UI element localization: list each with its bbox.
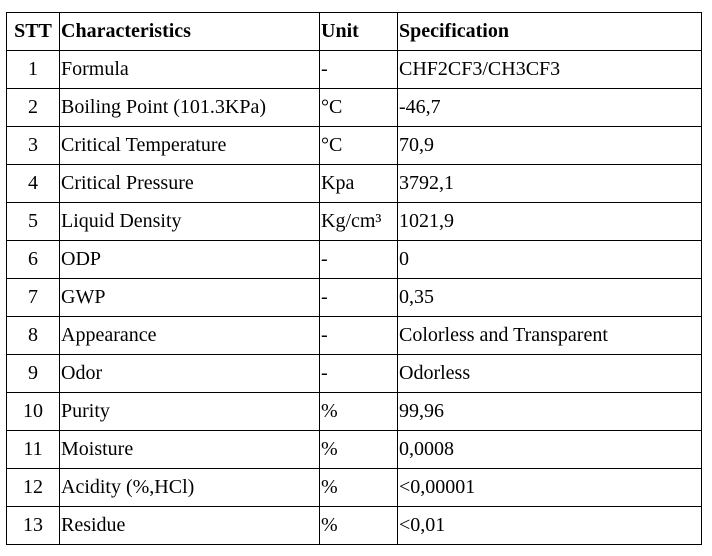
- row-characteristic-cell: Residue: [60, 507, 320, 545]
- row-characteristic-cell: Acidity (%,HCl): [60, 469, 320, 507]
- header-stt: STT: [7, 13, 60, 51]
- row-specification-cell: 70,9: [398, 127, 702, 165]
- row-specification-cell: CHF2CF3/CH3CF3: [398, 51, 702, 89]
- row-unit-cell: %: [320, 393, 398, 431]
- table-row: [7, 89, 702, 127]
- row-characteristic-cell: Odor: [60, 355, 320, 393]
- row-unit-cell: Kg/cm³: [320, 203, 398, 241]
- table-row: [7, 393, 702, 431]
- row-unit-cell: Kpa: [320, 165, 398, 203]
- table-header-row: [7, 13, 702, 51]
- row-characteristic-cell: Liquid Density: [60, 203, 320, 241]
- table-row: [7, 241, 702, 279]
- row-characteristic-cell: Boiling Point (101.3KPa): [60, 89, 320, 127]
- row-unit-cell: %: [320, 469, 398, 507]
- row-stt-cell: 4: [7, 165, 60, 203]
- header-specification: Specification: [398, 13, 702, 51]
- row-stt-cell: 8: [7, 317, 60, 355]
- table-row: [7, 165, 702, 203]
- row-unit-cell: -: [320, 355, 398, 393]
- row-specification-cell: -46,7: [398, 89, 702, 127]
- row-specification-cell: 1021,9: [398, 203, 702, 241]
- row-unit-cell: -: [320, 279, 398, 317]
- row-stt-cell: 2: [7, 89, 60, 127]
- row-unit-cell: °C: [320, 89, 398, 127]
- row-characteristic-cell: Critical Temperature: [60, 127, 320, 165]
- row-characteristic-cell: Critical Pressure: [60, 165, 320, 203]
- row-specification-cell: 0,0008: [398, 431, 702, 469]
- row-characteristic-cell: Purity: [60, 393, 320, 431]
- row-unit-cell: %: [320, 507, 398, 545]
- row-stt-cell: 13: [7, 507, 60, 545]
- table-row: [7, 279, 702, 317]
- header-unit: Unit: [320, 13, 398, 51]
- row-unit-cell: %: [320, 431, 398, 469]
- row-stt-cell: 1: [7, 51, 60, 89]
- row-stt-cell: 9: [7, 355, 60, 393]
- row-stt-cell: 10: [7, 393, 60, 431]
- row-specification-cell: Colorless and Transparent: [398, 317, 702, 355]
- header-characteristics: Characteristics: [60, 13, 320, 51]
- row-specification-cell: 3792,1: [398, 165, 702, 203]
- row-characteristic-cell: Appearance: [60, 317, 320, 355]
- table-row: [7, 203, 702, 241]
- row-specification-cell: 99,96: [398, 393, 702, 431]
- row-stt-cell: 11: [7, 431, 60, 469]
- row-characteristic-cell: Moisture: [60, 431, 320, 469]
- row-characteristic-cell: Formula: [60, 51, 320, 89]
- row-unit-cell: -: [320, 317, 398, 355]
- row-specification-cell: <0,01: [398, 507, 702, 545]
- row-stt-cell: 5: [7, 203, 60, 241]
- row-unit-cell: -: [320, 51, 398, 89]
- row-stt-cell: 12: [7, 469, 60, 507]
- table-row: [7, 127, 702, 165]
- specification-table: [6, 12, 702, 545]
- table-row: [7, 469, 702, 507]
- row-stt-cell: 7: [7, 279, 60, 317]
- row-specification-cell: 0,35: [398, 279, 702, 317]
- row-characteristic-cell: ODP: [60, 241, 320, 279]
- row-specification-cell: <0,00001: [398, 469, 702, 507]
- row-unit-cell: -: [320, 241, 398, 279]
- row-specification-cell: Odorless: [398, 355, 702, 393]
- table-row: [7, 507, 702, 545]
- row-unit-cell: °C: [320, 127, 398, 165]
- table-row: [7, 431, 702, 469]
- row-stt-cell: 3: [7, 127, 60, 165]
- row-characteristic-cell: GWP: [60, 279, 320, 317]
- table-row: [7, 317, 702, 355]
- table-row: [7, 51, 702, 89]
- row-specification-cell: 0: [398, 241, 702, 279]
- table-row: [7, 355, 702, 393]
- row-stt-cell: 6: [7, 241, 60, 279]
